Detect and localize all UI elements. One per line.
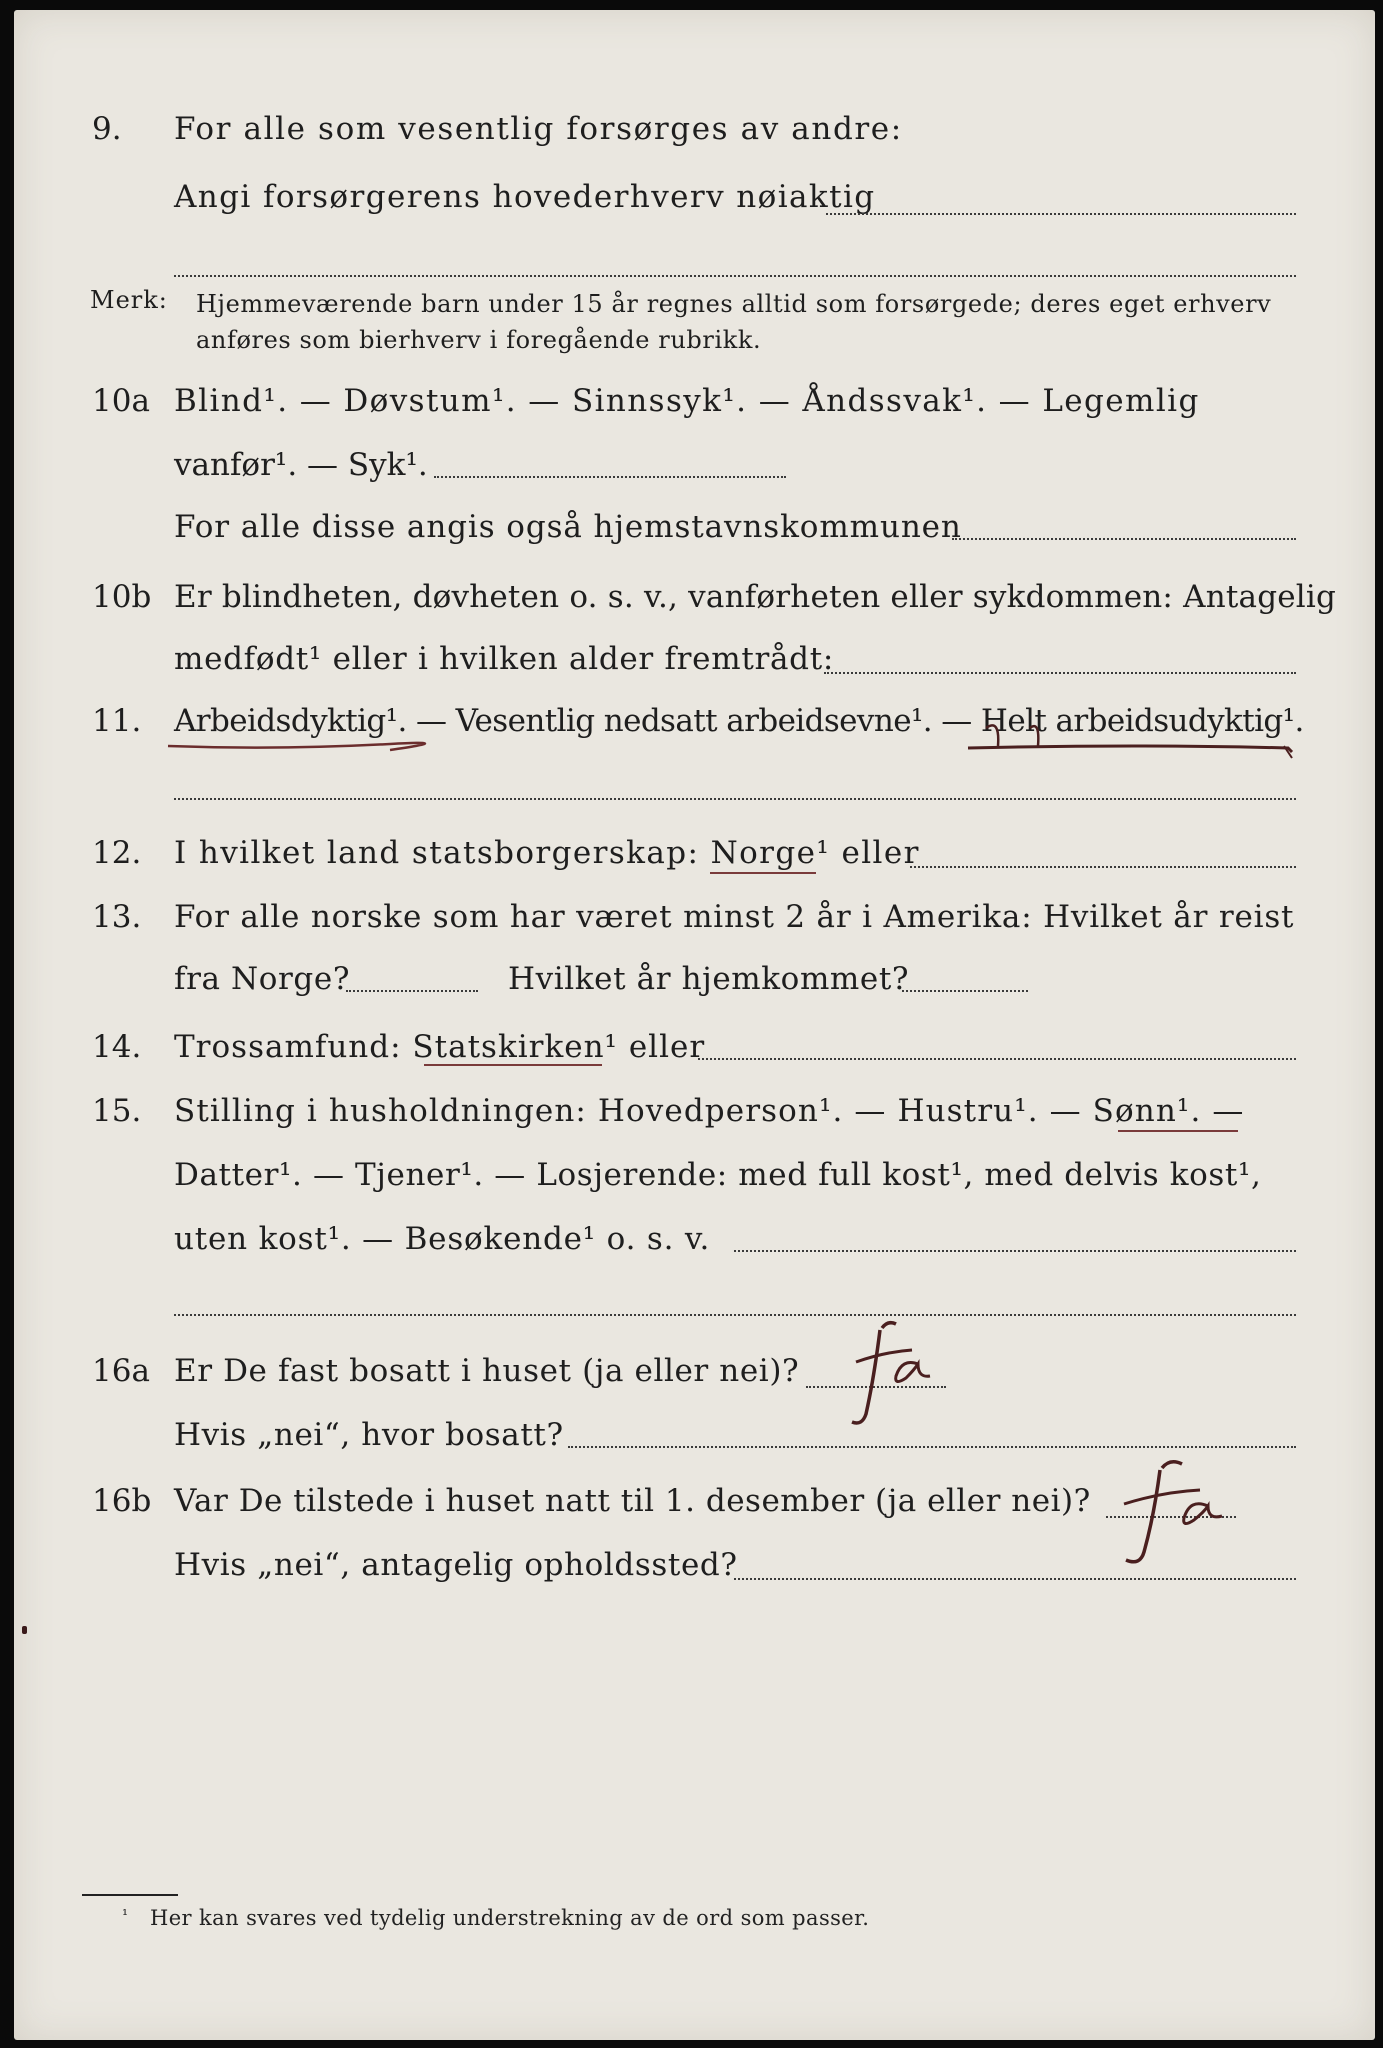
q12-norge-underline (710, 872, 816, 874)
q16a-number: 16a (92, 1353, 150, 1389)
q10a-text-line2: vanfør¹. — Syk¹. (174, 447, 428, 483)
q14-number: 14. (92, 1029, 142, 1065)
q16a-residence-line[interactable] (568, 1446, 1296, 1448)
footnote-rule (82, 1894, 178, 1896)
q15-answer-line-2[interactable] (174, 1314, 1296, 1316)
q11-handwritten-underline (160, 716, 1300, 756)
merk-text-line1: Hjemmeværende barn under 15 år regnes alltid som forsørgede; deres eget erhverv (196, 290, 1272, 318)
q10a-answer-line[interactable] (434, 476, 786, 478)
q9-text-line2: Angi forsørgerens hovederhverv nøiaktig (174, 179, 876, 215)
q11-text-line1: Arbeidsdyktig¹. — Vesentlig nedsatt arbeidsevne¹. — Helt arbeidsudyktig¹. (174, 703, 1304, 739)
footnote-text: Her kan svares ved tydelig understrekning av de ord som passer. (150, 1906, 870, 1930)
q16b-number: 16b (92, 1483, 152, 1519)
q10b-number: 10b (92, 579, 152, 615)
q9-answer-line-2[interactable] (174, 275, 1296, 277)
q15-sonn-underline (1118, 1130, 1238, 1132)
q13-text-line1: For alle norske som har været minst 2 år i Amerika: Hvilket år reist (174, 899, 1295, 935)
q10a-text-line3: For alle disse angis også hjemstavnskommunen (174, 509, 962, 545)
q10b-answer-line[interactable] (824, 672, 1296, 674)
q16b-whereabouts-line[interactable] (734, 1578, 1296, 1580)
q12-text-line1: I hvilket land statsborgerskap: Norge¹ eller (174, 835, 920, 871)
q9-answer-line[interactable] (826, 213, 1296, 215)
q10a-hometown-line[interactable] (952, 538, 1296, 540)
q9-text-line1: For alle som vesentlig forsørges av andre: (174, 111, 903, 147)
q11-number: 11. (92, 703, 142, 739)
q16a-text-line2: Hvis „nei“, hvor bosatt? (174, 1417, 564, 1453)
q12-answer-line[interactable] (910, 866, 1296, 868)
q12-number: 12. (92, 835, 142, 871)
margin-mark (22, 1626, 27, 1634)
q16a-handwritten-ja (822, 1318, 962, 1438)
q10a-number: 10a (92, 383, 150, 419)
q13-return-year-line[interactable] (902, 990, 1028, 992)
q9-number: 9. (92, 111, 122, 147)
q13-text-line2a: fra Norge? (174, 961, 351, 997)
q10a-text-line1: Blind¹. — Døvstum¹. — Sinnssyk¹. — Åndssvak¹. — Legemlig (174, 383, 1200, 419)
q13-number: 13. (92, 899, 142, 935)
q15-text-line2: Datter¹. — Tjener¹. — Losjerende: med full kost¹, med delvis kost¹, (174, 1157, 1262, 1193)
q11-answer-line[interactable] (174, 798, 1296, 800)
footnote-mark: ¹ (122, 1906, 129, 1924)
q15-text-line1: Stilling i husholdningen: Hovedperson¹. — Hustru¹. — Sønn¹. — (174, 1093, 1245, 1129)
q16b-text-line2: Hvis „nei“, antagelig opholdssted? (174, 1547, 738, 1583)
q16b-handwritten-ja (1096, 1456, 1256, 1580)
q15-text-line3: uten kost¹. — Besøkende¹ o. s. v. (174, 1221, 711, 1257)
q10b-text-line1: Er blindheten, døvheten o. s. v., vanførheten eller sykdommen: Antagelig (174, 579, 1337, 615)
q13-text-line2b: Hvilket år hjemkommet? (508, 961, 910, 997)
q16a-text-line1: Er De fast bosatt i huset (ja eller nei)? (174, 1353, 800, 1389)
merk-text-line2: anføres som bierhverv i foregående rubrikk. (196, 326, 762, 354)
merk-label: Merk: (90, 286, 168, 314)
q15-number: 15. (92, 1093, 142, 1129)
q14-text-line1: Trossamfund: Statskirken¹ eller (174, 1029, 706, 1065)
q13-departure-year-line[interactable] (346, 990, 478, 992)
q16b-text-line1: Var De tilstede i huset natt til 1. desember (ja eller nei)? (174, 1483, 1091, 1519)
q14-statskirken-underline (424, 1064, 602, 1066)
q10b-text-line2: medfødt¹ eller i hvilken alder fremtrådt: (174, 641, 835, 677)
q15-answer-line[interactable] (734, 1250, 1296, 1252)
q14-answer-line[interactable] (698, 1058, 1296, 1060)
